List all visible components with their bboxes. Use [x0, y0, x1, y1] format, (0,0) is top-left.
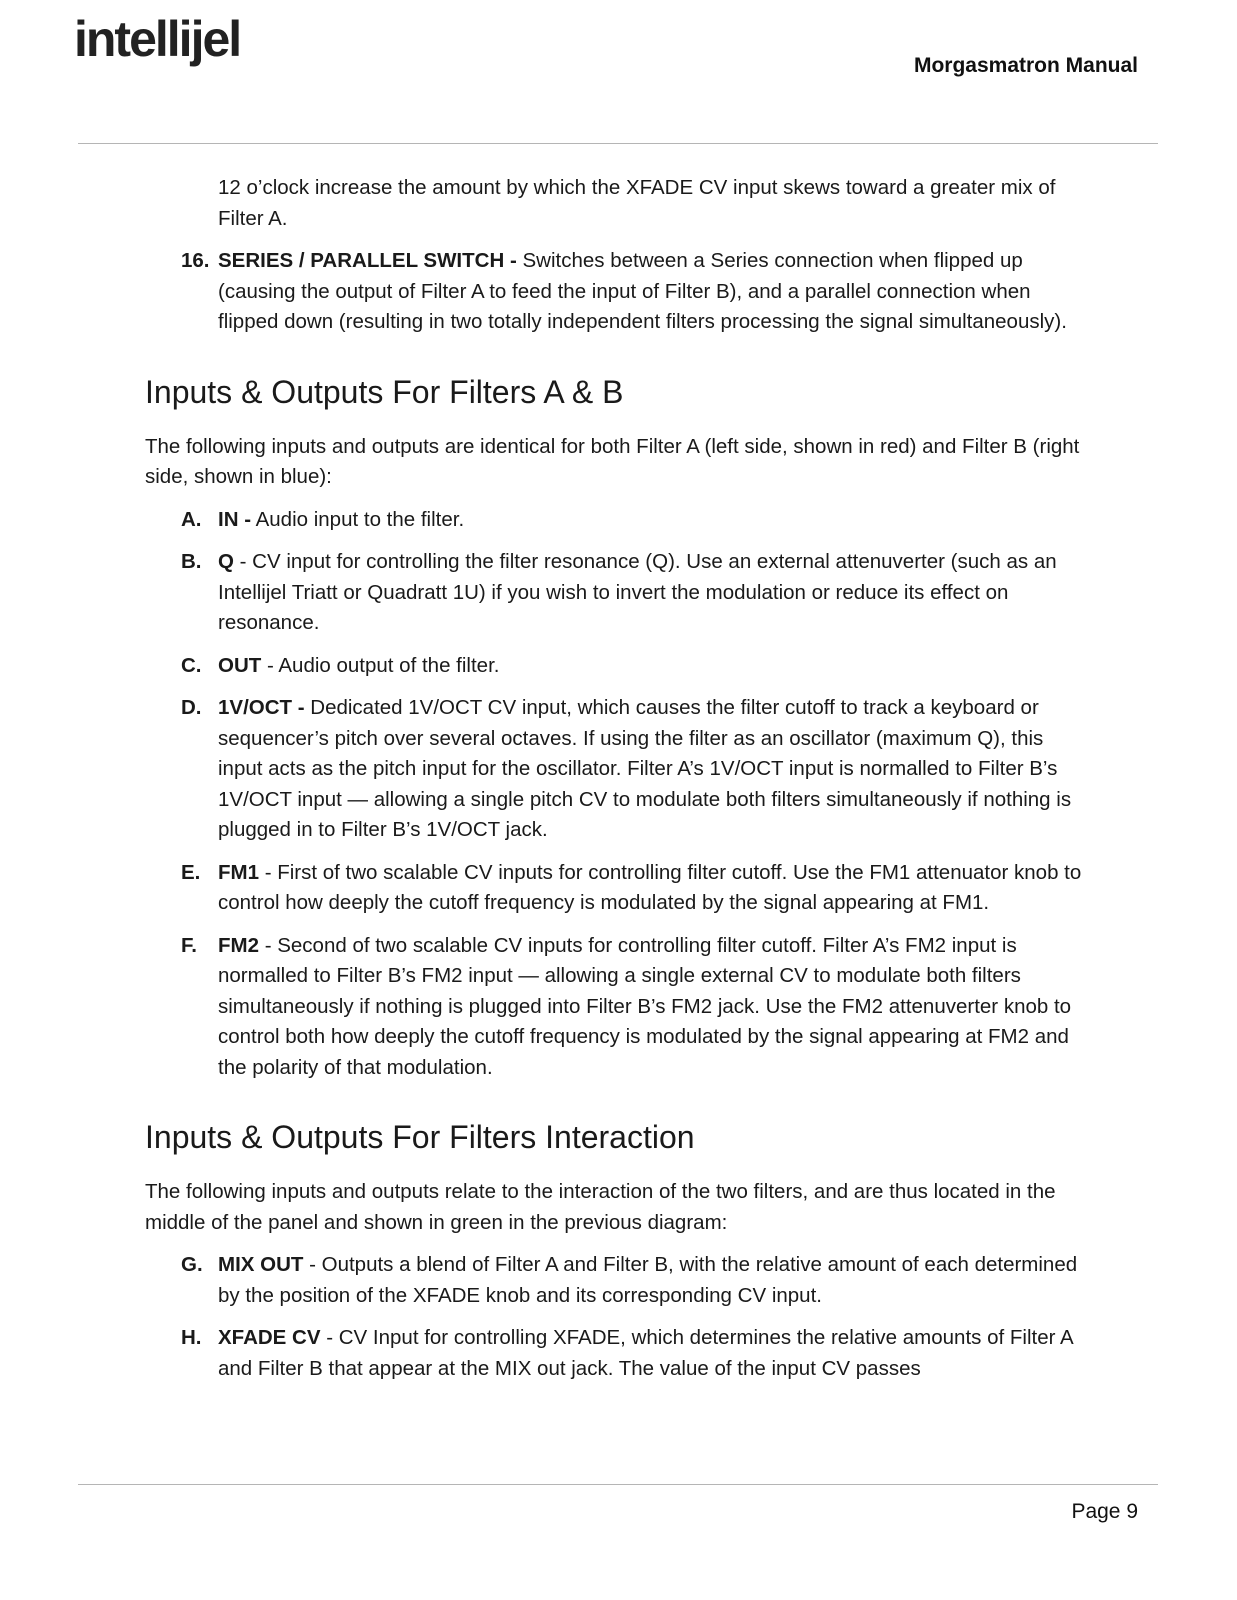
section-intro: The following inputs and outputs are identical for both Filter A (left side, shown in red) and Filter B (right side, shown in blue):: [145, 434, 1080, 488]
list-marker: B.: [181, 550, 202, 573]
list-item: [145, 547, 1090, 639]
item-term: MIX OUT: [218, 1253, 304, 1276]
list-item-16: [145, 246, 1090, 338]
section-intro: The following inputs and outputs relate to the interaction of the two filters, and are thus located in the middle of the panel and shown in green in the previous diagram:: [145, 1180, 1056, 1234]
item-term: OUT: [218, 653, 262, 677]
header-divider: [78, 143, 1158, 144]
list-item: [145, 505, 1090, 536]
item-term: Q: [218, 550, 234, 573]
list-item: [145, 1323, 1090, 1384]
item-term: 1V/OCT -: [218, 696, 305, 719]
list-marker: H.: [181, 1326, 202, 1349]
item-description: - CV input for controlling the filter resonance (Q). Use an external attenuverter (such as an Intellijel Triatt or Quadratt 1U) if you wish to invert the modulation or reduce its effect on resonance.: [218, 550, 1057, 634]
item-description: - CV Input for controlling XFADE, which determines the relative amounts of Filter A and Filter B that appear at the MIX out jack. The value of the input CV passes: [218, 1326, 1073, 1380]
list-item: [145, 1250, 1090, 1311]
list-marker: E.: [181, 860, 201, 884]
list-marker: C.: [181, 653, 202, 677]
item-term: IN -: [218, 507, 252, 531]
list-item: [145, 858, 1090, 919]
item-description: - Outputs a blend of Filter A and Filter B, with the relative amount of each determined by the position of the XFADE knob and its corresponding CV input.: [218, 1253, 1078, 1307]
footer-divider: [78, 1484, 1158, 1485]
item-term: FM2: [218, 933, 259, 957]
item-description: - Audio output of the filter.: [261, 653, 500, 677]
item-description: - Second of two scalable CV inputs for controlling filter cutoff. Filter A’s FM2 input is normalled to Filter B’s FM2 input — allowing a single external CV to modulate both filters simultaneously if nothing is plugged into Filter B’s FM2 jack. Use the FM2 attenuverter knob to control both how deeply the cutoff frequency is modulated by the signal appearing at FM2 and the polarity of that modulation.: [218, 933, 1072, 1079]
list-marker: D.: [181, 696, 202, 719]
item-term: XFADE CV: [218, 1326, 321, 1349]
list-marker: F.: [181, 933, 197, 957]
continued-paragraph: 12 o’clock increase the amount by which the XFADE CV input skews toward a greater mix of Filter A.: [218, 176, 1056, 230]
item-term: SERIES / PARALLEL SWITCH -: [218, 249, 517, 272]
list-item: [145, 651, 1090, 682]
item-description: Switches between a Series connection when flipped up (causing the output of Filter A to feed the input of Filter B), and a parallel connection when flipped down (resulting in two totally independent filters processing the signal simultaneously).: [218, 249, 1067, 333]
item-description: - First of two scalable CV inputs for controlling filter cutoff. Use the FM1 attenuator knob to control how deeply the cutoff frequency is modulated by the signal appearing at FM1.: [218, 860, 1082, 914]
document-title: Morgasmatron Manual: [913, 54, 1138, 77]
list-item: [145, 693, 1090, 846]
list-marker: A.: [181, 507, 202, 531]
item-term: FM1: [218, 860, 259, 884]
item-description: Audio input to the filter.: [251, 507, 465, 531]
page-content: [145, 173, 1090, 1396]
list-marker: 16.: [181, 249, 210, 272]
section-heading-filters-interaction: Inputs & Outputs For Filters Interaction: [145, 1119, 695, 1155]
item-description: Dedicated 1V/OCT CV input, which causes the filter cutoff to track a keyboard or sequencer’s pitch over several octaves. If using the filter as an oscillator (maximum Q), this input acts as the pitch input for the oscillator. Filter A’s 1V/OCT input is normalled to Filter B’s 1V/OCT input — allowing a single pitch CV to modulate both filters simultaneously if nothing is plugged in to Filter B’s 1V/OCT jack.: [218, 696, 1072, 841]
brand-logo: intellijel: [74, 11, 241, 67]
page-number: Page 9: [1071, 1500, 1138, 1523]
list-marker: G.: [181, 1253, 203, 1276]
section-heading-filters-ab: Inputs & Outputs For Filters A & B: [145, 373, 624, 410]
list-item: [145, 931, 1090, 1084]
